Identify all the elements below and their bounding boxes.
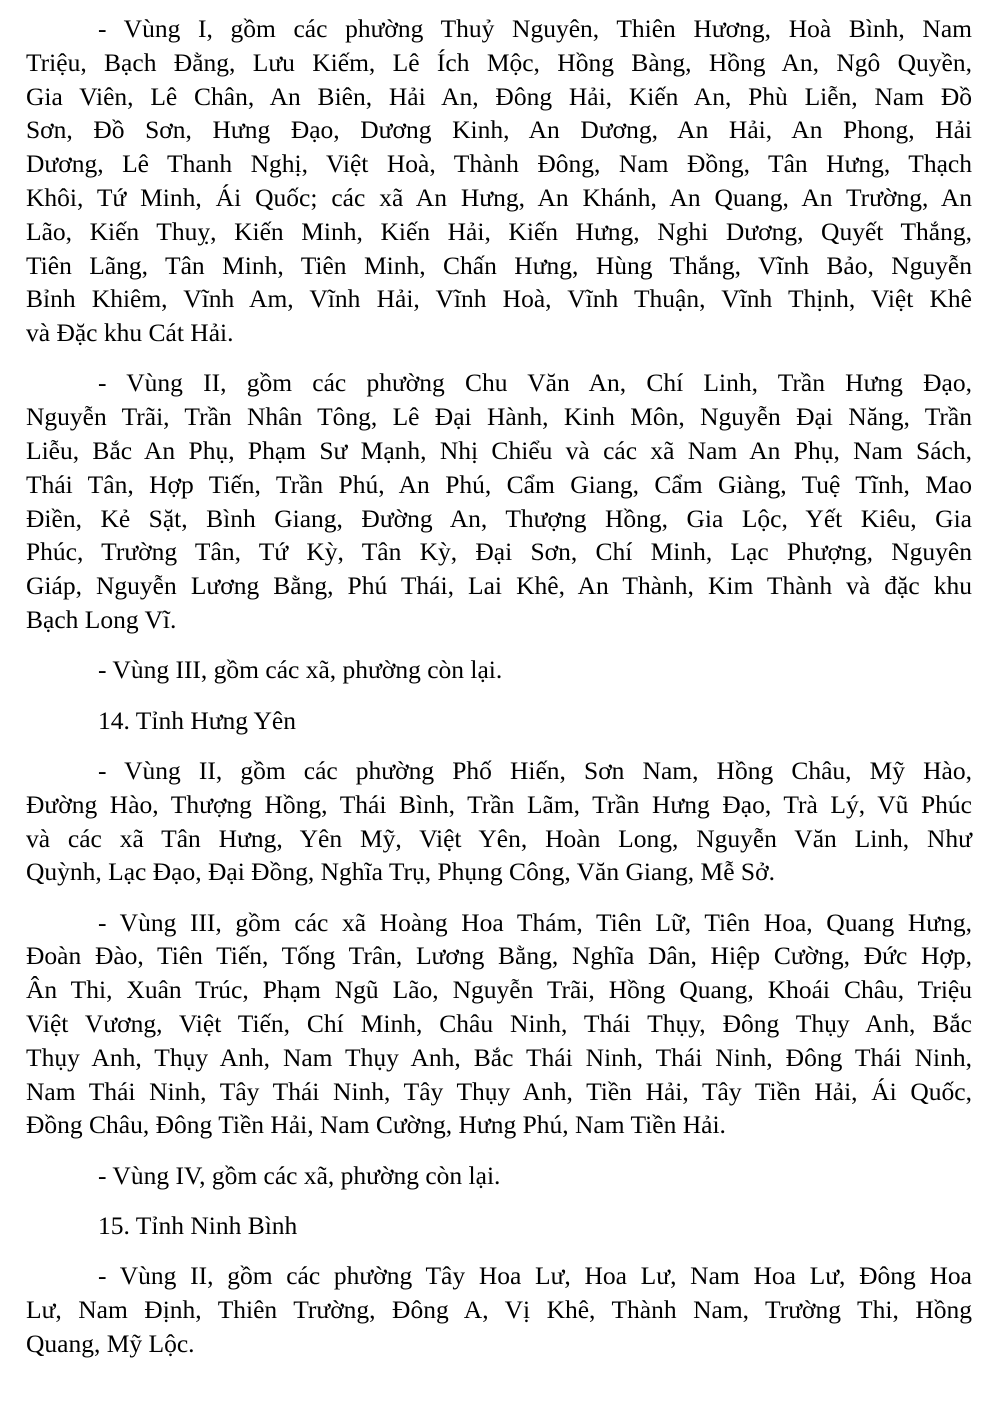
- text-line: Thụy Anh, Thụy Anh, Nam Thụy Anh, Bắc Thái Ninh, Thái Ninh, Đông Thái Ninh,: [26, 1042, 972, 1072]
- hungyen-zone-3-paragraph: [26, 906, 972, 1143]
- haiphong-zone-1-paragraph: [26, 12, 972, 350]
- text-line: Việt Vương, Việt Tiến, Chí Minh, Châu Ninh, Thái Thụy, Đông Thụy Anh, Bắc: [26, 1009, 972, 1039]
- text-line: Nguyễn Trãi, Trần Nhân Tông, Lê Đại Hành, Kinh Môn, Nguyễn Đại Năng, Trần: [26, 402, 972, 432]
- text-line: Đoàn Đào, Tiên Tiến, Tống Trân, Lương Bằng, Nghĩa Dân, Hiệp Cường, Đức Hợp,: [26, 941, 972, 971]
- text-line: Sơn, Đồ Sơn, Hưng Đạo, Dương Kinh, An Dương, An Hải, An Phong, Hải: [26, 115, 972, 145]
- hungyen-zone-4-paragraph: [26, 1159, 972, 1193]
- text-line: - Vùng III, gồm các xã, phường còn lại.: [98, 655, 503, 685]
- text-line: Ân Thi, Xuân Trúc, Phạm Ngũ Lão, Nguyễn Trãi, Hồng Quang, Khoái Châu, Triệu: [26, 975, 972, 1005]
- text-line: Khôi, Tứ Minh, Ái Quốc; các xã An Hưng, An Khánh, An Quang, An Trường, An: [26, 182, 972, 212]
- text-line: Lư, Nam Định, Thiên Trường, Đông A, Vị Khê, Thành Nam, Trường Thi, Hồng: [26, 1295, 972, 1325]
- text-line: Tiên Lãng, Tân Minh, Tiên Minh, Chấn Hưng, Hùng Thắng, Vĩnh Bảo, Nguyễn: [26, 250, 972, 280]
- text-line: Giáp, Nguyễn Lương Bằng, Phú Thái, Lai Khê, An Thành, Kim Thành và đặc khu: [26, 571, 972, 601]
- text-line: Nam Thái Ninh, Tây Thái Ninh, Tây Thụy Anh, Tiền Hải, Tây Tiền Hải, Ái Quốc,: [26, 1076, 972, 1106]
- ninhbinh-zone-2-paragraph: [26, 1259, 972, 1360]
- text-line: Liễu, Bắc An Phụ, Phạm Sư Mạnh, Nhị Chiểu và các xã Nam An Phụ, Nam Sách,: [26, 436, 972, 466]
- text-line: Bỉnh Khiêm, Vĩnh Am, Vĩnh Hải, Vĩnh Hoà, Vĩnh Thuận, Vĩnh Thịnh, Việt Khê: [26, 284, 972, 314]
- haiphong-zone-3-paragraph: [26, 653, 972, 687]
- document-page: [26, 12, 972, 1377]
- section-heading-hung-yen: [26, 704, 972, 738]
- text-line: Điền, Kẻ Sặt, Bình Giang, Đường An, Thượng Hồng, Gia Lộc, Yết Kiêu, Gia: [26, 503, 972, 533]
- text-line: và Đặc khu Cát Hải.: [26, 318, 234, 348]
- text-line: Thái Tân, Hợp Tiến, Trần Phú, An Phú, Cẩm Giang, Cẩm Giàng, Tuệ Tĩnh, Mao: [26, 469, 972, 499]
- text-line: - Vùng II, gồm các phường Chu Văn An, Chí Linh, Trần Hưng Đạo,: [98, 368, 972, 398]
- text-line: Dương, Lê Thanh Nghị, Việt Hoà, Thành Đông, Nam Đồng, Tân Hưng, Thạch: [26, 149, 972, 179]
- section-heading: 15. Tỉnh Ninh Bình: [98, 1211, 298, 1240]
- text-line: Quỳnh, Lạc Đạo, Đại Đồng, Nghĩa Trụ, Phụng Công, Văn Giang, Mễ Sở.: [26, 857, 775, 887]
- text-line: - Vùng II, gồm các phường Phố Hiến, Sơn Nam, Hồng Châu, Mỹ Hào,: [98, 755, 972, 785]
- hungyen-zone-2-paragraph: [26, 754, 972, 889]
- text-line: Phúc, Trường Tân, Tứ Kỳ, Tân Kỳ, Đại Sơn, Chí Minh, Lạc Phượng, Nguyên: [26, 537, 972, 567]
- text-line: - Vùng II, gồm các phường Tây Hoa Lư, Hoa Lư, Nam Hoa Lư, Đông Hoa: [98, 1261, 972, 1291]
- text-line: Bạch Long Vĩ.: [26, 605, 177, 635]
- text-line: - Vùng I, gồm các phường Thuỷ Nguyên, Thiên Hương, Hoà Bình, Nam: [98, 14, 972, 43]
- text-line: Quang, Mỹ Lộc.: [26, 1328, 195, 1358]
- section-heading: 14. Tỉnh Hưng Yên: [98, 705, 296, 735]
- haiphong-zone-2-paragraph: [26, 366, 972, 636]
- text-line: Triệu, Bạch Đằng, Lưu Kiếm, Lê Ích Mộc, Hồng Bàng, Hồng An, Ngô Quyền,: [26, 47, 972, 77]
- text-line: Đường Hào, Thượng Hồng, Thái Bình, Trần Lãm, Trần Hưng Đạo, Trà Lý, Vũ Phúc: [26, 789, 972, 819]
- text-line: Lão, Kiến Thuỵ, Kiến Minh, Kiến Hải, Kiến Hưng, Nghi Dương, Quyết Thắng,: [26, 216, 972, 246]
- text-line: - Vùng III, gồm các xã Hoàng Hoa Thám, Tiên Lữ, Tiên Hoa, Quang Hưng,: [98, 907, 972, 937]
- section-heading-ninh-binh: [26, 1209, 972, 1243]
- text-line: Gia Viên, Lê Chân, An Biên, Hải An, Đông Hải, Kiến An, Phù Liễn, Nam Đồ: [26, 81, 972, 111]
- text-line: - Vùng IV, gồm các xã, phường còn lại.: [98, 1160, 501, 1190]
- text-line: và các xã Tân Hưng, Yên Mỹ, Việt Yên, Hoàn Long, Nguyễn Văn Linh, Như: [26, 823, 972, 853]
- text-line: Đồng Châu, Đông Tiền Hải, Nam Cường, Hưng Phú, Nam Tiền Hải.: [26, 1110, 726, 1140]
